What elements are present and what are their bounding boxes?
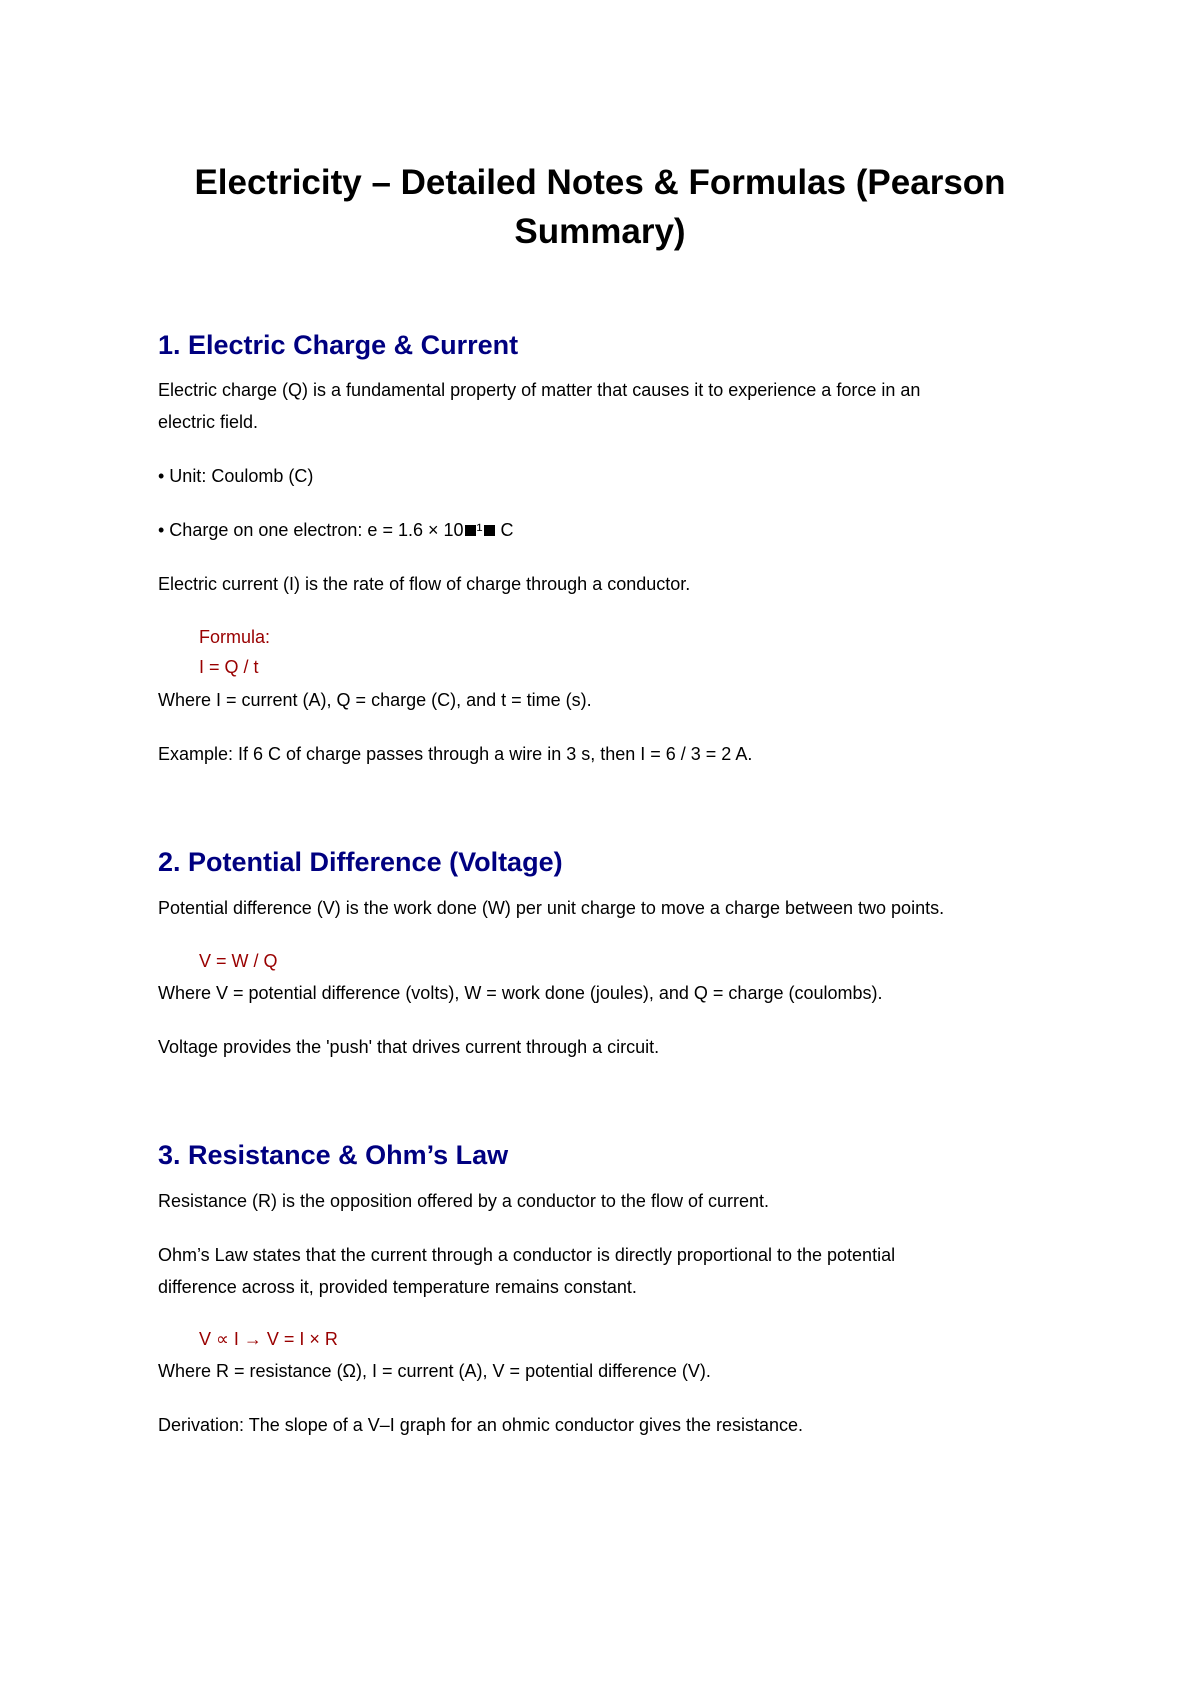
ohms-law-where: Where R = resistance (Ω), I = current (A), V = potential difference (V).	[158, 1361, 711, 1381]
current-formula-where: Where I = current (A), Q = charge (C), and t = time (s).	[158, 690, 592, 710]
section-heading-potential-difference: 2. Potential Difference (Voltage)	[158, 847, 563, 877]
charge-definition-line-1: Electric charge (Q) is a fundamental property of matter that causes it to experience a force in an	[158, 380, 921, 400]
section-heading-resistance-ohms-law: 3. Resistance & Ohm’s Law	[158, 1140, 509, 1170]
formula-current: I = Q / t	[199, 657, 259, 677]
bullet-electron-charge	[158, 514, 514, 546]
bullet-electron-charge-superscript: ¹	[476, 520, 483, 540]
missing-glyph-box	[484, 525, 495, 536]
voltage-formula-where: Where V = potential difference (volts), W = work done (joules), and Q = charge (coulombs).	[158, 983, 883, 1003]
current-definition: Electric current (I) is the rate of flow of charge through a conductor.	[158, 574, 691, 594]
voltage-note: Voltage provides the 'push' that drives current through a circuit.	[158, 1037, 660, 1057]
potential-difference-definition: Potential difference (V) is the work done (W) per unit charge to move a charge between two points.	[158, 898, 945, 918]
current-example: Example: If 6 C of charge passes through a wire in 3 s, then I = 6 / 3 = 2 A.	[158, 744, 753, 764]
resistance-definition: Resistance (R) is the opposition offered by a conductor to the flow of current.	[158, 1191, 769, 1211]
ohms-law-derivation: Derivation: The slope of a V–I graph for an ohmic conductor gives the resistance.	[158, 1415, 804, 1435]
formula-label: Formula:	[199, 627, 271, 647]
section-heading-charge-current: 1. Electric Charge & Current	[158, 330, 519, 360]
ohms-law-line-2: difference across it, provided temperature remains constant.	[158, 1277, 637, 1297]
bullet-electron-charge-text: • Charge on one electron: e = 1.6 × 10	[158, 520, 464, 540]
charge-definition-line-2: electric field.	[158, 412, 259, 432]
formula-ohms-law: V ∝ I → V = I × R	[199, 1329, 338, 1349]
document-title: Electricity – Detailed Notes & Formulas (Pearson Summary)	[194, 163, 1006, 251]
bullet-electron-charge-unit: C	[495, 520, 514, 540]
bullet-unit: • Unit: Coulomb (C)	[158, 466, 314, 486]
ohms-law-line-1: Ohm’s Law states that the current through a conductor is directly proportional to the potential	[158, 1245, 896, 1265]
formula-voltage: V = W / Q	[199, 951, 278, 971]
missing-glyph-box	[465, 525, 476, 536]
